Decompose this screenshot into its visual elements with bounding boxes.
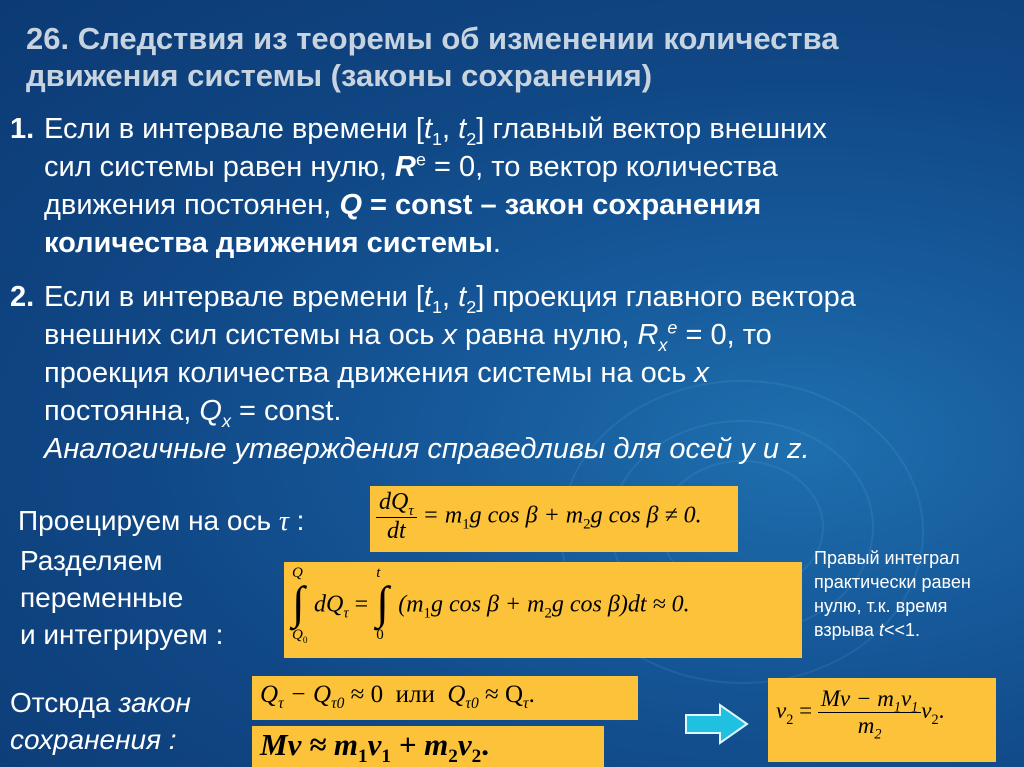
formula-integral: Q ∫ $Q_0$ $dQ_\tau$ = t ∫ 0 ($m_1g$ $\cos \beta + m_2g$ cos β)dt ≈ 0. <box>284 562 802 658</box>
statement-1: 1. Если в интервале времени [$t_1$, $t_2$] главный вектор внешних сил системы равен нулю, $R^e = 0$, то вектор количества движения постоянен, Q = const – закон сохранения количества движения системы. <box>10 110 1000 262</box>
label-hence: Отсюда закон сохранения : <box>10 687 191 755</box>
label-project: Проецируем на ось τ : <box>18 505 305 537</box>
label-separate: Разделяем переменные и интегрируем : <box>20 545 224 650</box>
formula-velocity: $v_2$ = $\frac{Mv - m_1v_1}{m_2}$ $v_2$. <box>768 678 996 762</box>
formula-conservation-projection: $Q_\tau - Q_{\tau 0} \approx 0$ или $Q_{\tau 0} \approx Q_\tau$. <box>252 676 638 720</box>
slide-title: 26. Следствия из теоремы об изменении количества движения системы (законы сохранения) <box>26 21 839 93</box>
formula-momentum: $Mv \approx m_1v_1 + m_2v_2$. <box>252 726 604 767</box>
side-note: Правый интеграл практически равен нулю, т.к. время взрыва t<<1. <box>814 548 971 640</box>
integral-sign: Q ∫ $Q_0$ <box>292 565 308 646</box>
right-arrow-icon <box>684 702 750 746</box>
formula-projection: $\frac{dQ_\tau}{dt}$ = $m_1g$ $\cos \beta + m_2g$ cos β ≠ 0. <box>370 486 738 552</box>
statement-number: 2. <box>10 281 35 313</box>
fraction-dq-dt: $\frac{dQ_\tau}{dt}$ <box>376 489 417 545</box>
integral-sign: t ∫ 0 <box>376 565 389 643</box>
statement-number: 1. <box>10 113 35 145</box>
fraction-velocity: $\frac{Mv - m_1v_1}{m_2}$ <box>818 686 921 740</box>
statement-2: 2. Если в интервале времени [$t_1$, $t_2$] проекция главного вектора внешних сил системы на ось x равна нулю, $R_x^e = 0$, то проекция количества движения системы на ось x постоянна, $Q_x$ = const. Аналогичные утверждения справедливы для осей y и z. <box>10 278 1000 468</box>
